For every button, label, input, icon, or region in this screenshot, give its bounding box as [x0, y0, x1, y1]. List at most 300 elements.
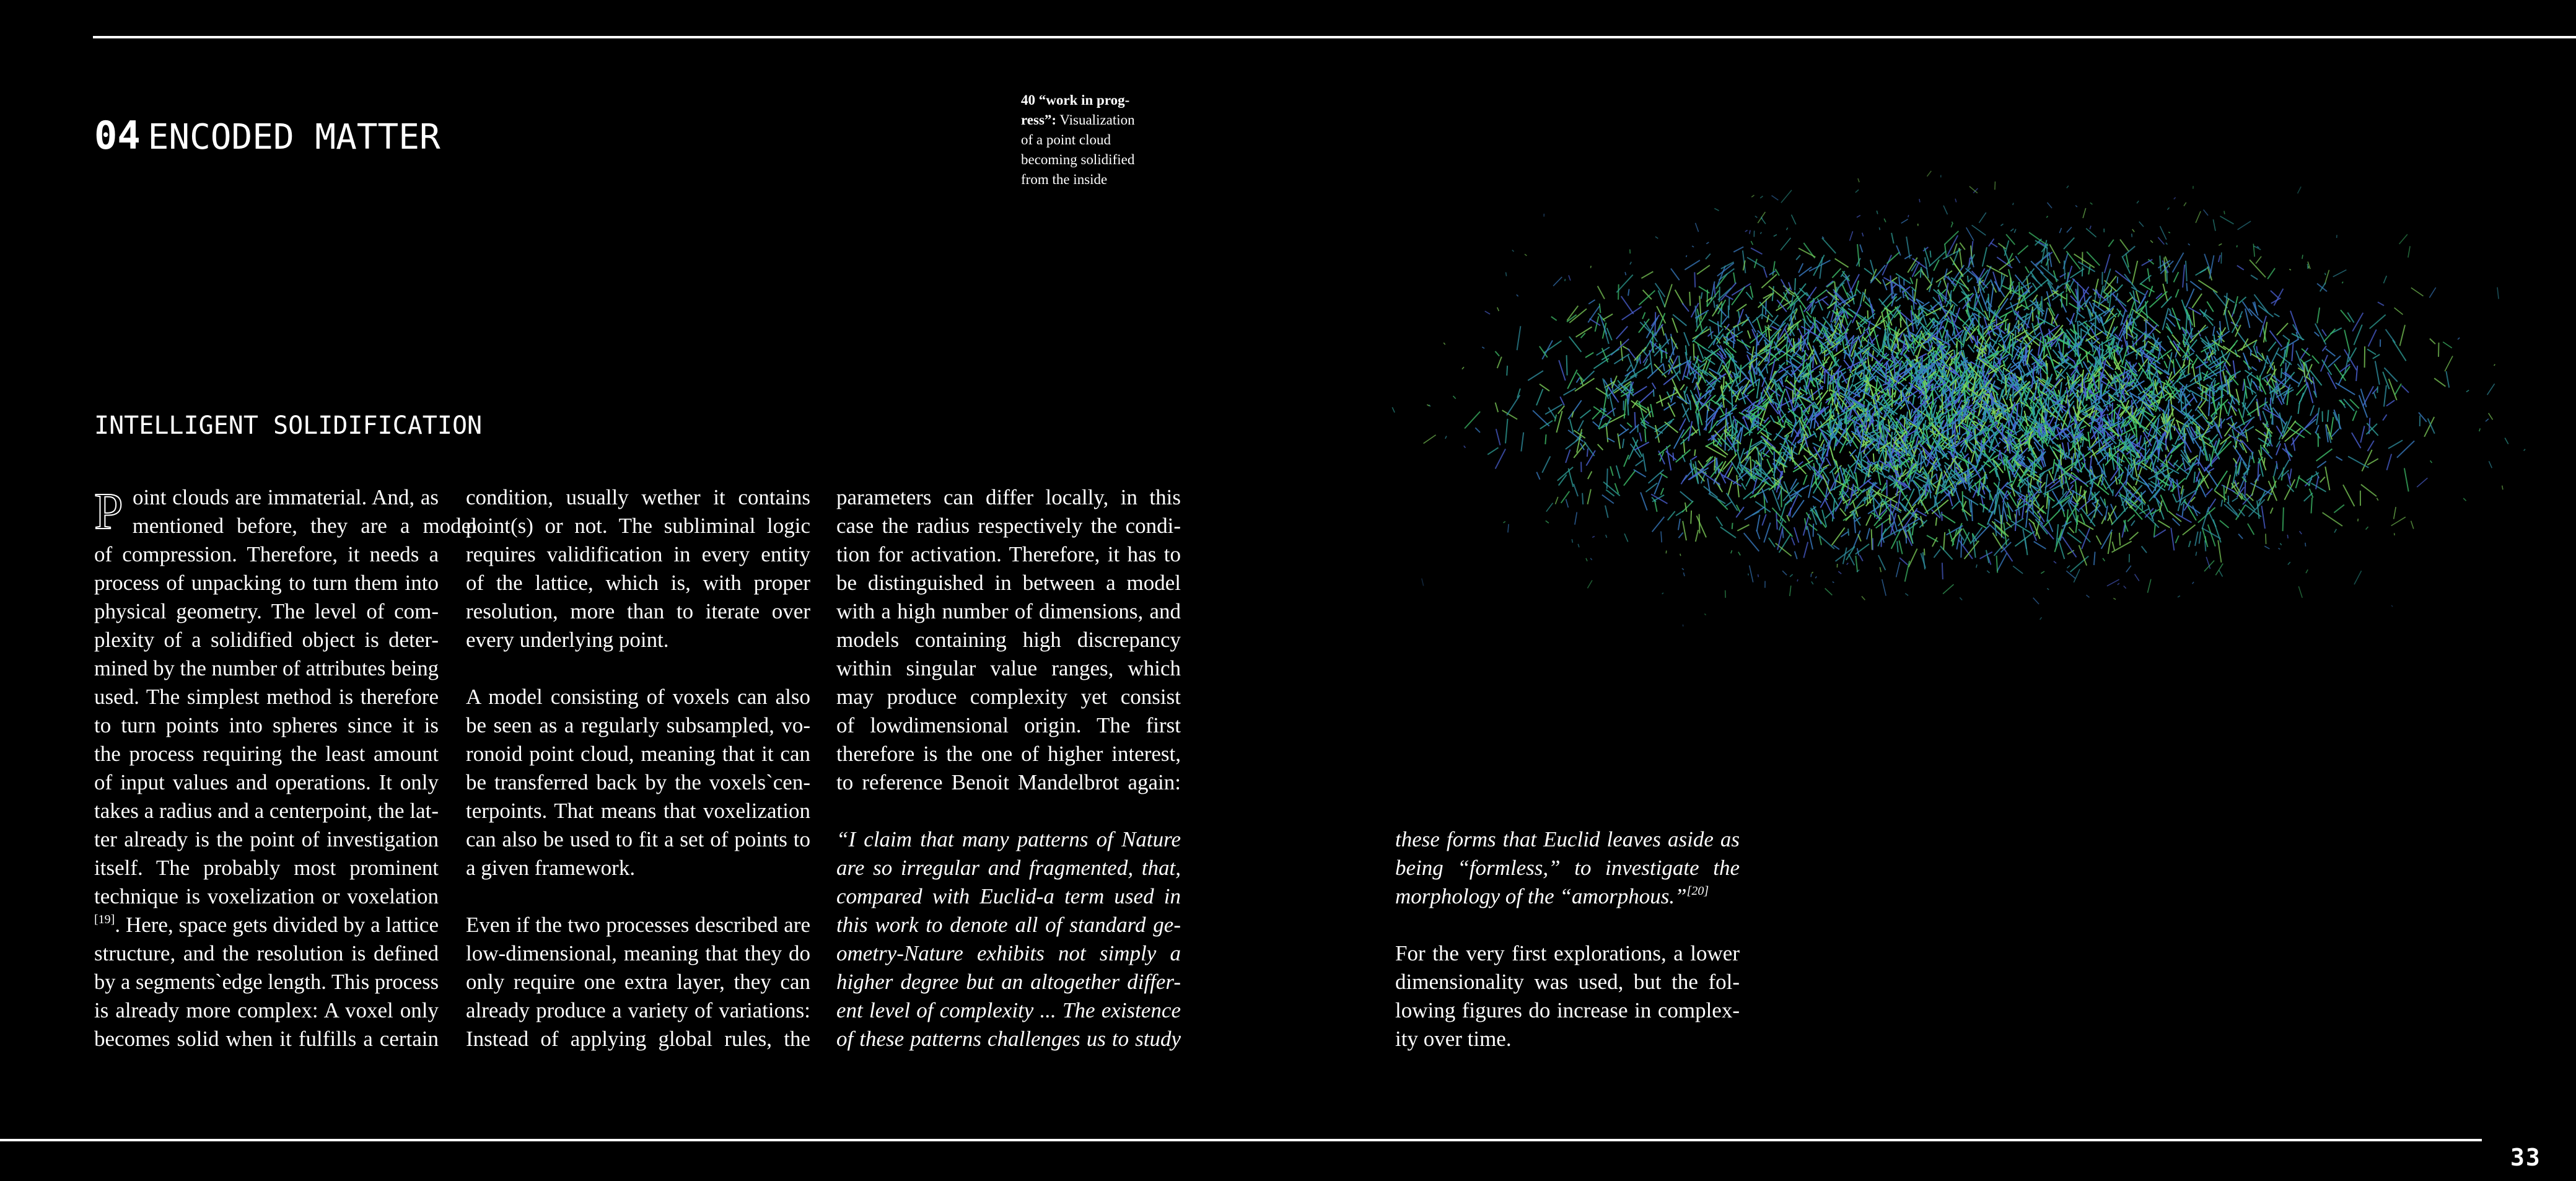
point-segment — [2094, 552, 2095, 566]
point-segment — [1787, 227, 1788, 230]
point-segment — [1616, 327, 1628, 340]
point-segment — [2176, 535, 2179, 543]
point-segment — [1899, 558, 1908, 565]
point-segment — [2245, 371, 2260, 381]
point-segment — [1722, 316, 1728, 325]
point-segment — [2417, 478, 2427, 487]
point-segment — [1697, 356, 1698, 364]
point-segment — [2317, 307, 2320, 323]
point-segment — [2233, 296, 2238, 314]
point-segment — [1769, 538, 1775, 547]
point-segment — [1896, 273, 1911, 284]
point-segment — [2261, 445, 2262, 455]
point-segment — [1774, 471, 1775, 490]
point-segment — [2300, 531, 2302, 534]
point-segment — [2311, 498, 2313, 513]
point-segment — [2092, 340, 2093, 352]
point-segment — [2198, 280, 2217, 292]
point-segment — [2366, 527, 2368, 530]
point-segment — [2387, 454, 2392, 470]
point-segment — [2395, 384, 2402, 395]
point-segment — [2361, 485, 2377, 496]
point-segment — [2221, 500, 2222, 507]
point-segment — [1960, 243, 1965, 250]
point-segment — [2268, 342, 2276, 352]
point-segment — [2323, 512, 2342, 526]
point-segment — [1825, 506, 1838, 519]
point-segment — [1640, 432, 1642, 441]
point-segment — [1757, 379, 1759, 398]
point-segment — [2186, 289, 2194, 307]
point-segment — [1955, 308, 1960, 323]
point-segment — [1536, 472, 1540, 480]
point-segment — [2210, 255, 2214, 279]
point-segment — [1976, 564, 1977, 568]
point-segment — [2223, 403, 2227, 414]
point-segment — [2046, 216, 2048, 218]
point-segment — [1997, 553, 2007, 571]
point-segment — [2343, 485, 2354, 506]
point-segment — [2446, 371, 2449, 388]
point-segment — [1941, 289, 1947, 294]
point-segment — [2264, 458, 2265, 465]
point-segment — [2408, 246, 2410, 257]
point-segment — [1762, 514, 1766, 525]
point-segment — [1570, 419, 1574, 432]
point-segment — [2033, 598, 2039, 604]
point-segment — [1556, 411, 1562, 432]
point-segment — [2298, 187, 2302, 193]
point-segment — [2113, 294, 2127, 312]
point-segment — [1835, 258, 1849, 267]
point-segment — [1424, 435, 1436, 444]
point-segment — [2196, 457, 2205, 471]
point-segment — [1990, 493, 1991, 500]
point-segment — [2124, 586, 2126, 589]
point-segment — [1980, 552, 1992, 559]
point-segment — [1774, 452, 1775, 473]
point-segment — [2107, 579, 2119, 586]
point-segment — [2149, 286, 2153, 297]
point-segment — [2304, 413, 2318, 429]
point-segment — [2334, 364, 2346, 381]
point-segment — [2027, 345, 2031, 364]
point-segment — [2067, 509, 2068, 525]
point-segment — [1848, 529, 1849, 535]
point-segment — [1899, 276, 1901, 292]
point-segment — [2430, 460, 2432, 463]
point-segment — [1955, 199, 1956, 203]
point-segment — [1797, 579, 1798, 581]
point-segment — [2251, 275, 2258, 279]
chapter-number: 04 — [94, 113, 141, 158]
point-segment — [1610, 395, 1614, 416]
point-segment — [1982, 247, 1987, 266]
point-segment — [1714, 457, 1715, 470]
point-segment — [2218, 540, 2221, 563]
point-segment — [2288, 562, 2290, 564]
point-segment — [2135, 574, 2139, 581]
point-segment — [2082, 266, 2083, 277]
point-segment — [1714, 301, 1715, 307]
point-segment — [1465, 411, 1480, 428]
point-segment — [2352, 411, 2357, 421]
point-segment — [1832, 268, 1841, 278]
point-segment — [1780, 454, 1781, 463]
point-segment — [1627, 423, 1632, 427]
point-segment — [1895, 390, 1896, 397]
point-segment — [2087, 595, 2090, 597]
point-segment — [1989, 239, 1994, 246]
point-segment — [1787, 338, 1788, 347]
point-segment — [2025, 266, 2029, 273]
caption-text: becoming solidified — [1021, 152, 1135, 167]
point-segment — [2168, 232, 2170, 233]
point-segment — [2026, 504, 2028, 528]
point-segment — [1876, 376, 1878, 390]
point-segment — [2119, 380, 2120, 393]
point-segment — [2075, 205, 2077, 207]
point-segment — [1485, 311, 1490, 314]
point-segment — [2182, 504, 2184, 517]
point-segment — [1545, 405, 1562, 415]
point-segment — [2150, 462, 2152, 468]
point-segment — [2148, 268, 2150, 281]
point-segment — [2290, 468, 2292, 479]
point-segment — [1691, 425, 1698, 433]
point-segment — [1634, 470, 1646, 477]
point-segment — [1718, 321, 1719, 335]
point-segment — [2074, 569, 2080, 582]
point-segment — [2383, 415, 2386, 421]
point-segment — [1525, 254, 1527, 256]
point-segment — [2067, 566, 2070, 568]
point-segment — [2232, 498, 2238, 501]
point-segment — [1826, 281, 1833, 286]
point-segment — [2153, 333, 2155, 341]
point-segment — [2320, 477, 2325, 483]
point-segment — [2328, 372, 2336, 389]
point-segment — [1482, 347, 1484, 348]
point-segment — [2030, 478, 2032, 488]
point-segment — [2388, 441, 2403, 449]
point-segment — [1760, 196, 1763, 198]
point-segment — [1565, 279, 1566, 281]
point-segment — [2325, 467, 2329, 490]
point-segment — [1611, 378, 1613, 391]
point-segment — [2298, 477, 2310, 486]
point-segment — [2301, 419, 2316, 432]
point-segment — [1684, 260, 1700, 270]
point-segment — [2126, 566, 2131, 573]
top-rule — [93, 36, 2576, 38]
point-segment — [1690, 390, 1698, 408]
point-segment — [2214, 471, 2227, 491]
point-segment — [1862, 596, 1865, 600]
point-segment — [2273, 408, 2286, 425]
point-segment — [2281, 368, 2282, 378]
point-segment — [2064, 261, 2065, 279]
point-segment — [2138, 474, 2149, 486]
point-segment — [1772, 196, 1779, 201]
point-segment — [1717, 458, 1719, 473]
point-segment — [1866, 515, 1871, 526]
point-segment — [1832, 470, 1836, 483]
point-segment — [1624, 399, 1626, 419]
point-segment — [2086, 229, 2096, 237]
point-segment — [1912, 290, 1914, 310]
point-segment — [1496, 429, 1500, 445]
point-segment — [2262, 506, 2266, 529]
point-segment — [1632, 387, 1647, 396]
point-segment — [1649, 350, 1652, 374]
point-segment — [1495, 351, 1499, 356]
point-segment — [1936, 517, 1937, 525]
point-segment — [2336, 457, 2342, 460]
point-segment — [2368, 441, 2374, 451]
point-segment — [2250, 260, 2266, 277]
point-segment — [2333, 270, 2347, 276]
point-segment — [1643, 454, 1646, 472]
point-segment — [2127, 515, 2135, 522]
point-segment — [1521, 432, 1523, 452]
point-segment — [1650, 404, 1653, 417]
point-segment — [2013, 566, 2023, 574]
point-segment — [1545, 434, 1546, 444]
point-segment — [2177, 489, 2198, 502]
point-segment — [2063, 334, 2064, 357]
point-segment — [2225, 475, 2230, 494]
point-segment — [2183, 265, 2184, 288]
point-segment — [1849, 554, 1854, 566]
point-segment — [1623, 439, 1624, 448]
point-segment — [1782, 571, 1787, 575]
point-segment — [2015, 256, 2020, 263]
point-segment — [2344, 330, 2349, 351]
point-segment — [2253, 244, 2254, 257]
point-segment — [2243, 301, 2253, 315]
point-segment — [2023, 529, 2026, 549]
point-segment — [2195, 532, 2198, 546]
point-segment — [2052, 317, 2053, 325]
point-segment — [2154, 524, 2155, 537]
point-segment — [1798, 263, 1803, 273]
point-segment — [2479, 428, 2481, 431]
point-segment — [2391, 605, 2393, 607]
point-segment — [1606, 426, 1608, 442]
point-segment — [1751, 248, 1762, 254]
point-segment — [2487, 384, 2495, 395]
point-segment — [2007, 491, 2017, 506]
point-segment — [1969, 258, 1970, 268]
point-segment — [1827, 311, 1830, 318]
point-segment — [1720, 283, 1736, 301]
point-segment — [2362, 450, 2372, 472]
point-segment — [2108, 240, 2113, 247]
point-segment — [2274, 463, 2277, 476]
point-segment — [2041, 571, 2044, 574]
point-segment — [2215, 563, 2223, 575]
point-segment — [1616, 274, 1632, 292]
point-segment — [1781, 279, 1790, 294]
point-segment — [1542, 456, 1550, 473]
point-segment — [1953, 305, 1955, 313]
point-segment — [1624, 455, 1629, 467]
point-segment — [2445, 356, 2453, 372]
point-segment — [1785, 398, 1789, 408]
point-segment — [2072, 278, 2089, 294]
point-segment — [1642, 312, 1645, 319]
point-segment — [2199, 532, 2201, 544]
point-segment — [2184, 203, 2186, 206]
point-segment — [2331, 417, 2334, 436]
point-segment — [1781, 190, 1792, 203]
point-segment — [1567, 370, 1577, 389]
point-segment — [2228, 496, 2229, 503]
point-segment — [1580, 410, 1591, 418]
point-segment — [2277, 323, 2288, 335]
point-segment — [1972, 225, 1986, 235]
point-segment — [1639, 390, 1654, 403]
point-segment — [1689, 292, 1690, 306]
point-segment — [1835, 357, 1836, 367]
point-segment — [1952, 501, 1960, 509]
point-segment — [1682, 303, 1689, 312]
point-segment — [2148, 579, 2151, 593]
point-segment — [2049, 253, 2052, 267]
point-segment — [1566, 450, 1570, 463]
point-segment — [1867, 528, 1870, 539]
point-segment — [2193, 310, 2194, 327]
point-segment — [1876, 499, 1883, 509]
point-segment — [2122, 256, 2130, 273]
point-segment — [2139, 435, 2142, 446]
point-segment — [1792, 215, 1796, 225]
point-segment — [1745, 507, 1764, 520]
point-segment — [2466, 390, 2469, 392]
point-segment — [2118, 583, 2119, 584]
point-segment — [2393, 340, 2406, 361]
point-segment — [1795, 551, 1797, 560]
point-segment — [2271, 507, 2273, 513]
point-segment — [1857, 215, 1860, 217]
point-segment — [1568, 400, 1581, 419]
point-segment — [1850, 449, 1856, 456]
point-segment — [1517, 294, 1518, 296]
point-segment — [2238, 534, 2243, 539]
point-segment — [2434, 378, 2445, 386]
point-segment — [2131, 520, 2135, 525]
caption-text: of a point cloud — [1021, 132, 1111, 147]
point-segment — [1671, 268, 1680, 280]
point-segment — [2001, 224, 2004, 226]
point-segment — [1711, 400, 1722, 406]
point-segment — [2237, 265, 2244, 270]
point-segment — [2262, 447, 2272, 459]
point-segment — [1877, 211, 1878, 214]
point-segment — [1676, 450, 1691, 463]
point-segment — [2002, 423, 2003, 440]
point-segment — [1938, 281, 1941, 288]
point-segment — [2391, 517, 2406, 525]
point-segment — [2001, 515, 2002, 538]
point-segment — [2129, 532, 2138, 540]
point-segment — [2004, 507, 2008, 522]
point-segment — [1641, 271, 1653, 278]
point-segment — [2458, 338, 2460, 340]
point-segment — [2042, 296, 2043, 317]
point-segment — [2176, 442, 2184, 446]
point-segment — [2347, 312, 2354, 322]
point-segment — [1751, 241, 1753, 245]
point-segment — [2095, 312, 2096, 335]
point-segment — [2311, 483, 2326, 492]
point-segment — [1737, 304, 1746, 311]
point-segment — [2367, 459, 2378, 465]
point-segment — [2088, 432, 2090, 448]
point-segment — [2132, 261, 2137, 285]
point-segment — [2167, 208, 2169, 209]
point-segment — [1680, 418, 1686, 430]
point-segment — [2354, 571, 2362, 584]
point-segment — [2015, 305, 2022, 309]
point-segment — [1980, 451, 1995, 471]
point-segment — [2298, 586, 2302, 598]
point-segment — [2010, 229, 2013, 231]
point-segment — [2015, 509, 2017, 531]
point-segment — [2040, 523, 2054, 539]
point-segment — [2193, 364, 2196, 383]
point-segment — [2383, 276, 2386, 283]
point-segment — [2028, 483, 2029, 493]
caption-line — [1021, 130, 1154, 150]
point-segment — [1891, 233, 1894, 244]
point-segment — [2067, 418, 2072, 431]
point-segment — [2270, 348, 2279, 367]
point-segment — [1851, 497, 1865, 514]
point-segment — [2192, 294, 2202, 308]
point-segment — [2322, 330, 2326, 336]
point-segment — [1897, 541, 1898, 552]
point-segment — [1588, 472, 1592, 479]
point-segment — [1798, 248, 1815, 257]
point-segment — [1764, 268, 1767, 278]
point-segment — [1758, 574, 1759, 577]
point-segment — [2352, 432, 2361, 448]
point-segment — [2189, 541, 2191, 547]
point-segment — [2080, 426, 2086, 429]
point-segment — [2036, 279, 2049, 289]
point-segment — [1847, 563, 1849, 565]
point-segment — [2017, 405, 2018, 421]
point-segment — [1838, 571, 1841, 574]
point-segment — [1912, 396, 1914, 405]
point-segment — [1858, 534, 1861, 542]
point-segment — [1733, 320, 1749, 328]
point-segment — [2209, 390, 2210, 410]
point-segment — [1927, 171, 1932, 177]
point-segment — [2215, 438, 2219, 450]
point-segment — [1680, 384, 1684, 390]
point-segment — [1809, 429, 1811, 436]
chapter-title: ENCODED MATTER — [147, 117, 440, 157]
point-segment — [2063, 488, 2064, 495]
point-segment — [2120, 239, 2129, 251]
point-segment — [2428, 418, 2435, 434]
point-segment — [1714, 208, 1719, 211]
point-segment — [2251, 379, 2252, 387]
point-segment — [1995, 182, 1996, 190]
